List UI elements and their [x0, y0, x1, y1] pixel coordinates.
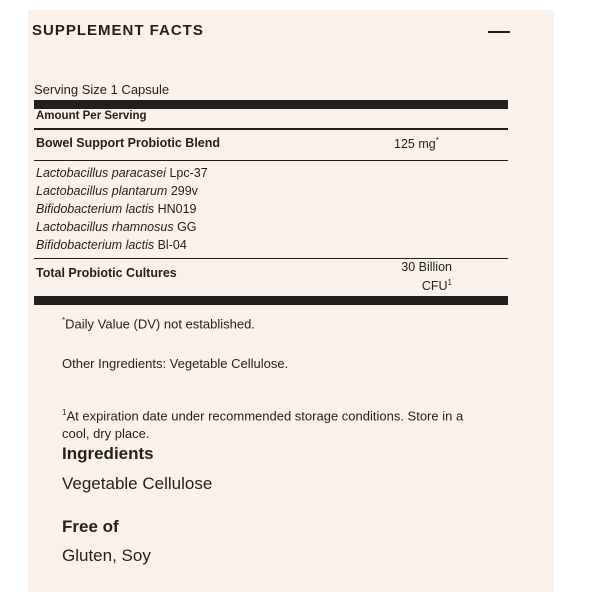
accordion-title: SUPPLEMENT FACTS [32, 22, 204, 39]
strain-item: Bifidobacterium lactis HN019 [36, 202, 197, 216]
free-of-heading: Free of [62, 517, 119, 536]
blend-amount: 125 mg* [394, 136, 439, 152]
amount-per-serving: Amount Per Serving [36, 110, 147, 122]
blend-row [36, 136, 508, 154]
total-cultures-name: Total Probiotic Cultures [36, 266, 177, 280]
daily-value-note: *Daily Value (DV) not established. [62, 316, 255, 332]
supplement-facts-accordion-header[interactable] [32, 22, 510, 52]
ingredients-value: Vegetable Cellulose [62, 474, 213, 493]
blend-name: Bowel Support Probiotic Blend [36, 136, 221, 150]
minus-icon[interactable] [488, 31, 510, 33]
strain-item: Lactobacillus plantarum 299v [36, 184, 198, 198]
strain-item: Lactobacillus paracasei Lpc-37 [36, 166, 208, 180]
total-cultures-unit: CFU$^1$ [421, 278, 452, 294]
strain-item: Lactobacillus rhamnosus GG [36, 220, 197, 234]
free-of-value: Gluten, Soy [62, 546, 151, 565]
other-ingredients-note: Other Ingredients: Vegetable Cellulose. [62, 356, 289, 371]
footnote-continued: cool, dry place. [62, 426, 150, 441]
divider-thick [34, 100, 508, 109]
serving-size: Serving Size 1 Capsule [34, 82, 170, 97]
footnote: $^1$At expiration date under recommended storage conditions. Store in a [62, 408, 464, 424]
ingredients-heading: Ingredients [62, 444, 154, 463]
total-cultures-amount: 30 Billion [401, 260, 452, 274]
divider-thick [34, 296, 508, 305]
divider [34, 160, 508, 161]
divider [34, 128, 508, 130]
strain-item: Bifidobacterium lactis Bl-04 [36, 238, 187, 252]
divider [34, 258, 508, 259]
